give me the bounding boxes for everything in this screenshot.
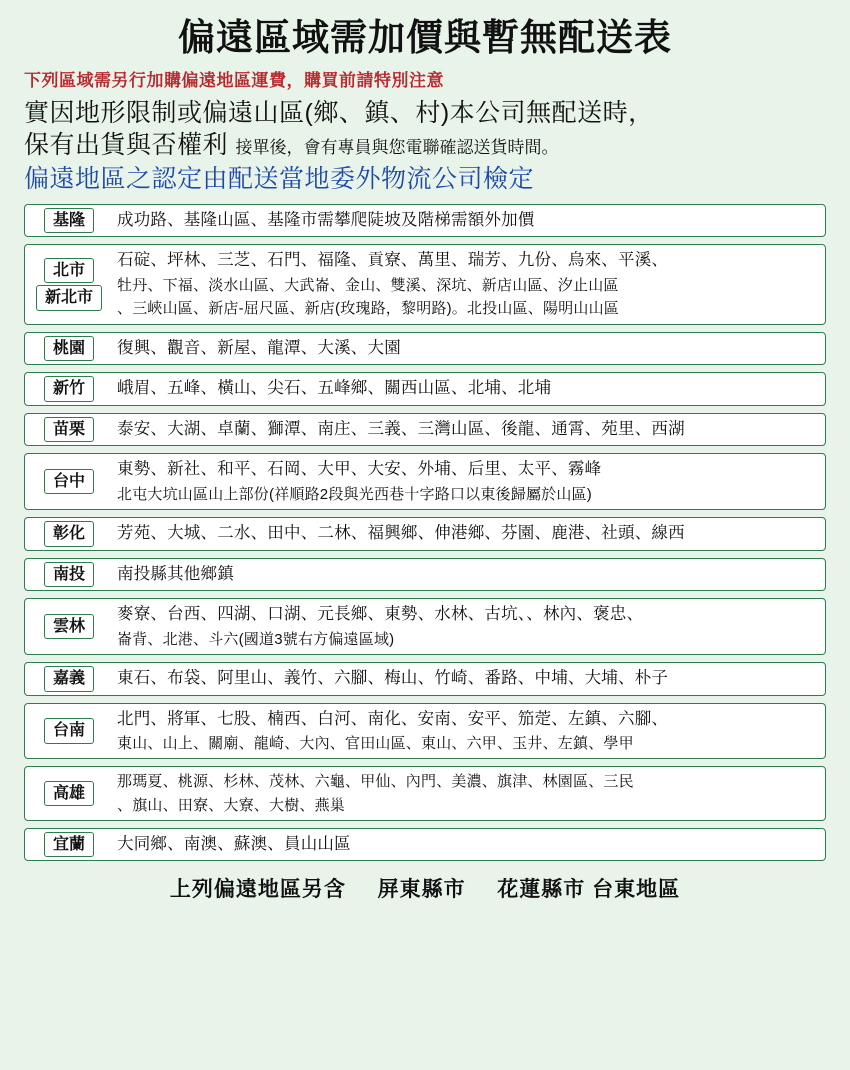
footer-item-1: 屏東縣市 (377, 878, 466, 902)
detail-line: 、三峽山區、新店-屈尺區、新店(玫瑰路，黎明路)。北投山區、陽明山山區 (117, 300, 619, 318)
region-detail-cell (113, 245, 825, 323)
footer-prefix: 上列偏遠地區另含 (169, 878, 346, 902)
region-detail-cell (113, 663, 825, 695)
lead-line-2-main: 保有出貨與否權利 (24, 131, 229, 160)
region-label-cell (25, 829, 113, 861)
detail-line: 峨眉、五峰、橫山、尖石、五峰鄉、關西山區、北埔、北埔 (117, 379, 552, 398)
table-row (24, 828, 826, 862)
table-row (24, 517, 826, 551)
region-detail-cell (113, 414, 825, 446)
detail-line: 東石、布袋、阿里山、義竹、六腳、梅山、竹崎、番路、中埔、大埔、朴子 (117, 668, 669, 687)
table-row (24, 453, 826, 510)
region-tag: 基隆 (44, 208, 94, 234)
region-label-cell (25, 333, 113, 365)
region-label-cell (25, 767, 113, 820)
region-label-cell (25, 205, 113, 237)
region-label-cell (25, 518, 113, 550)
detail-line: 成功路、基隆山區、基隆市需攀爬陡坡及階梯需額外加價 (117, 210, 535, 229)
detail-line: 、旗山、田寮、大寮、大樹、燕巢 (117, 796, 346, 814)
lead-paragraph (24, 97, 834, 161)
region-detail-cell (113, 333, 825, 365)
region-tag: 嘉義 (44, 666, 94, 692)
region-detail-cell (113, 373, 825, 405)
table-row (24, 413, 826, 447)
footer-item-3: 台東地區 (592, 878, 681, 902)
region-tag: 桃園 (44, 336, 94, 362)
region-detail-cell (113, 205, 825, 237)
detail-line: 麥寮、台西、四湖、口湖、元長鄉、東勢、水林、古坑、、林內、褒忠、 (117, 605, 644, 624)
region-detail-cell (113, 829, 825, 861)
lead-line-1: 實因地形限制或偏遠山區(鄉、鎮、村)本公司無配送時， (24, 99, 654, 128)
detail-line: 大同鄉、南澳、蘇澳、員山山區 (117, 834, 351, 853)
region-tag: 南投 (44, 562, 94, 588)
region-detail-cell (113, 599, 825, 654)
region-label-cell (25, 559, 113, 591)
region-tag: 高雄 (44, 781, 94, 807)
lead-line-2 (24, 129, 834, 161)
table-row (24, 598, 826, 655)
region-tag: 彰化 (44, 521, 94, 547)
region-detail-cell (113, 518, 825, 550)
detail-line: 北屯大坑山區山上部份(祥順路2段與光西巷十字路口以東後歸屬於山區) (117, 485, 592, 503)
page-subtitle: 下列區域需另行加購偏遠地區運費，購買前請特別注意 (24, 71, 444, 91)
region-table (24, 204, 826, 862)
table-row (24, 244, 826, 324)
lead-line-2-note: 接單後，會有專員與您電聯確認送貨時間。 (235, 138, 559, 158)
detail-line: 南投縣其他鄉鎮 (117, 564, 234, 583)
region-label-cell (25, 663, 113, 695)
table-row (24, 372, 826, 406)
region-label-cell (25, 414, 113, 446)
table-row (24, 558, 826, 592)
detail-line: 東勢、新社、和平、石岡、大甲、大安、外埔、后里、太平、霧峰 (117, 460, 602, 479)
region-label-cell (25, 599, 113, 654)
footer-item-2: 花蓮縣市 (497, 878, 586, 902)
region-tag: 新北市 (36, 285, 102, 311)
region-tag: 雲林 (44, 614, 94, 640)
detail-line: 石碇、坪林、三芝、石門、福隆、貢寮、萬里、瑞芳、九份、烏來、平溪、 (117, 251, 669, 270)
region-tag: 北市 (44, 258, 94, 284)
region-label-cell (25, 704, 113, 759)
detail-line: 那瑪夏、桃源、杉林、茂林、六龜、甲仙、內門、美濃、旗津、林園區、三民 (117, 773, 634, 791)
region-tag: 台中 (44, 469, 94, 495)
detail-line: 復興、觀音、新屋、龍潭、大溪、大園 (117, 338, 401, 357)
region-label-cell (25, 454, 113, 509)
region-detail-cell (113, 704, 825, 759)
detail-line: 崙背、北港、斗六(國道3號右方偏遠區域) (117, 630, 395, 648)
region-tag: 台南 (44, 718, 94, 744)
region-tag: 苗栗 (44, 417, 94, 443)
region-label-cell (25, 373, 113, 405)
table-row (24, 332, 826, 366)
detail-line: 泰安、大湖、卓蘭、獅潭、南庄、三義、三灣山區、後龍、通霄、苑里、西湖 (117, 419, 685, 438)
table-row (24, 766, 826, 821)
region-detail-cell (113, 454, 825, 509)
region-tag: 新竹 (44, 376, 94, 402)
table-row (24, 703, 826, 760)
detail-line: 牡丹、下福、淡水山區、大武崙、金山、雙溪、深坑、新店山區、汐止山區 (117, 276, 619, 294)
region-label-cell (25, 245, 113, 323)
detail-line: 東山、山上、關廟、龍崎、大內、官田山區、東山、六甲、玉井、左鎮、學甲 (117, 734, 634, 752)
detail-line: 北門、將軍、七股、楠西、白河、南化、安南、安平、笳萣、左鎮、六腳、 (117, 709, 669, 728)
lead-blue-note: 偏遠地區之認定由配送當地委外物流公司檢定 (24, 165, 535, 194)
detail-line: 芳苑、大城、二水、田中、二林、福興鄉、伸港鄉、芬園、鹿港、社頭、線西 (117, 524, 685, 543)
region-tag: 宜蘭 (44, 832, 94, 858)
table-row (24, 204, 826, 238)
table-row (24, 662, 826, 696)
region-detail-cell (113, 767, 825, 820)
region-detail-cell (113, 559, 825, 591)
footer-note (16, 873, 834, 903)
page-title: 偏遠區域需加價與暫無配送表 (178, 17, 672, 58)
